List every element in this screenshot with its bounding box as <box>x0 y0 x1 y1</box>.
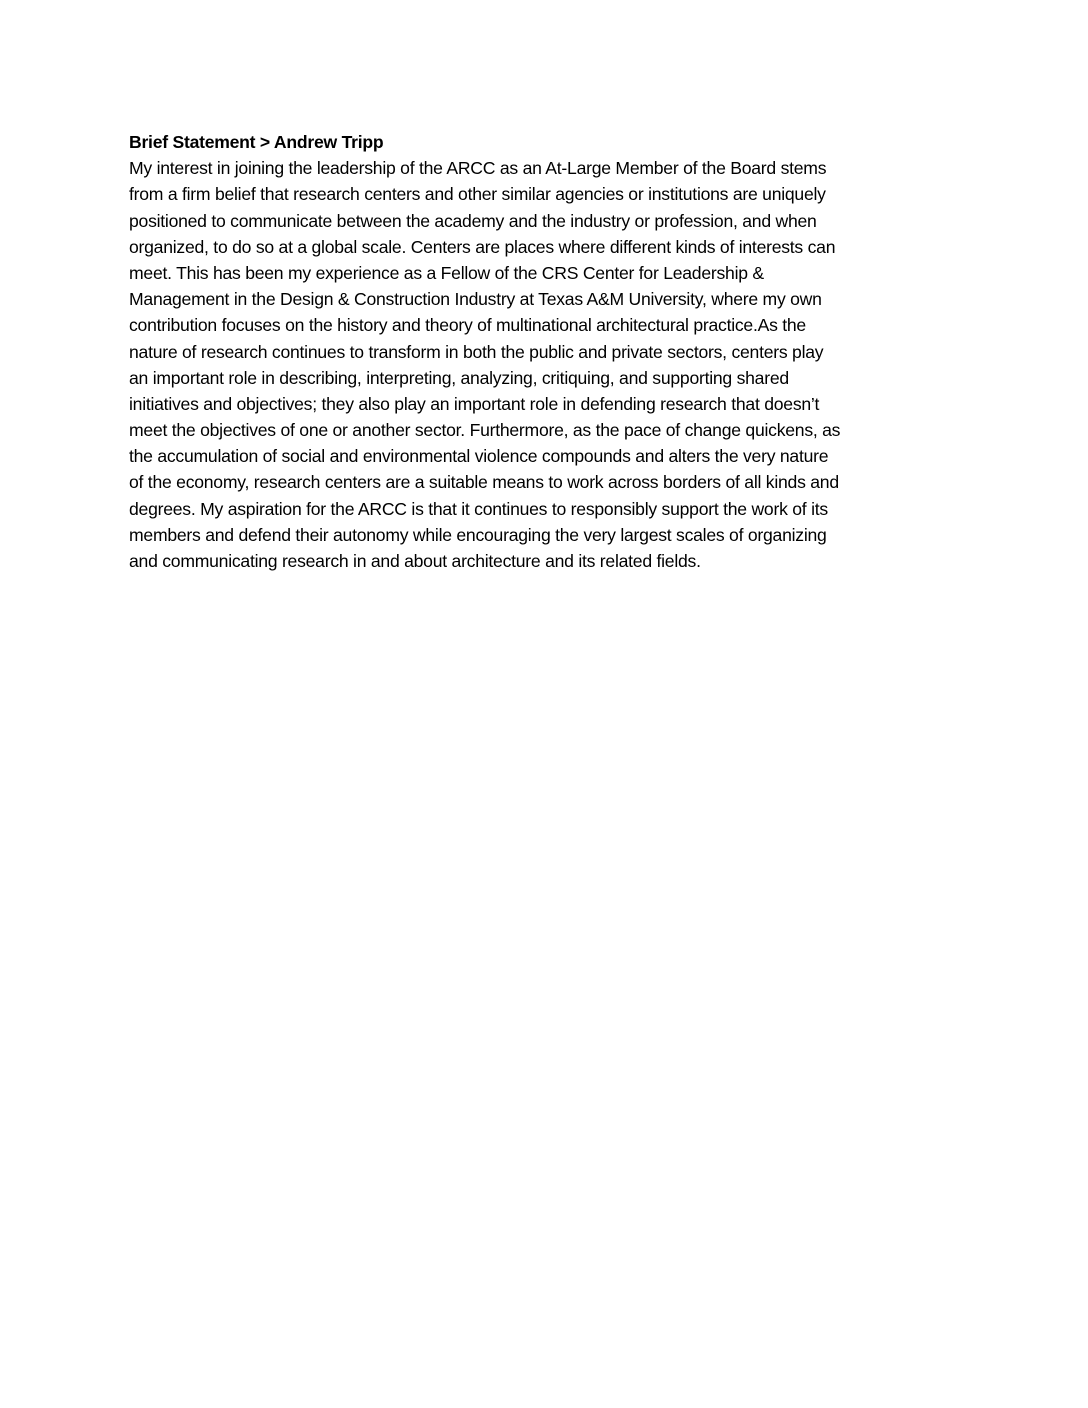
statement-paragraph <box>129 155 959 574</box>
paragraph-line: members and defend their autonomy while encouraging the very largest scales of organizing <box>129 524 827 545</box>
paragraph-line: meet the objectives of one or another sector. Furthermore, as the pace of change quickens, as <box>129 420 841 441</box>
paragraph-line: an important role in describing, interpreting, analyzing, critiquing, and supporting shared <box>129 367 789 388</box>
statement-title: Brief Statement > Andrew Tripp <box>129 132 384 152</box>
paragraph-line: nature of research continues to transform in both the public and private sectors, centers play <box>129 341 824 362</box>
paragraph-line: My interest in joining the leadership of the ARCC as an At-Large Member of the Board stems <box>129 158 827 179</box>
paragraph-line: Management in the Design & Construction Industry at Texas A&M University, where my own <box>129 289 822 310</box>
paragraph-line: the accumulation of social and environmental violence compounds and alters the very nature <box>129 446 829 467</box>
paragraph-line: organized, to do so at a global scale. Centers are places where different kinds of interests can <box>129 236 836 257</box>
paragraph-line: contribution focuses on the history and theory of multinational architectural practice.As the <box>129 315 806 336</box>
paragraph-line: meet. This has been my experience as a Fellow of the CRS Center for Leadership & <box>129 262 764 283</box>
paragraph-line: and communicating research in and about architecture and its related fields. <box>129 551 701 571</box>
paragraph-line: from a firm belief that research centers and other similar agencies or institutions are uniquely <box>129 184 826 205</box>
paragraph-line: of the economy, research centers are a suitable means to work across borders of all kinds and <box>129 472 839 493</box>
paragraph-line: initiatives and objectives; they also play an important role in defending research that doesn’t <box>129 393 820 414</box>
paragraph-line: degrees. My aspiration for the ARCC is that it continues to responsibly support the work of its <box>129 498 828 519</box>
statement-section <box>129 129 959 574</box>
paragraph-line: positioned to communicate between the academy and the industry or profession, and when <box>129 210 817 231</box>
